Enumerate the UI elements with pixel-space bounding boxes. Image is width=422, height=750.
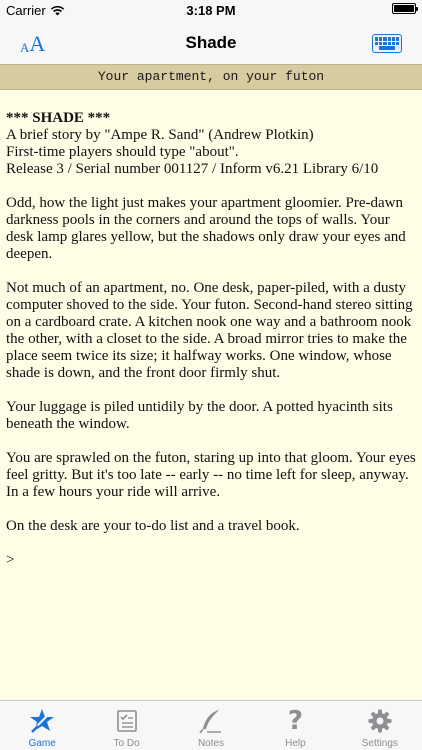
notes-icon — [196, 706, 226, 736]
story-paragraph: Your luggage is piled untidily by the door. A potted hyacinth sits beneath the window. — [6, 399, 393, 432]
tab-help[interactable] — [253, 701, 337, 750]
story-header — [6, 110, 416, 178]
tab-notes[interactable] — [169, 701, 253, 750]
tab-settings-label: Settings — [361, 738, 398, 749]
battery-icon — [392, 3, 416, 14]
story-transcript[interactable] — [0, 90, 422, 700]
font-size-button[interactable]: A A — [20, 31, 46, 56]
tab-notes-label: Notes — [197, 738, 225, 749]
settings-icon — [365, 706, 395, 736]
tab-game-label: Game — [28, 738, 56, 749]
tab-todo-label: To Do — [113, 738, 140, 749]
todo-icon — [112, 706, 142, 736]
story-hint: First-time players should type "about". — [6, 144, 239, 160]
status-right — [390, 3, 416, 14]
story-paragraph: Not much of an apartment, no. One desk, paper-piled, with a dusty computer shoved to the side. Your futon. Second-hand stereo sitting on a cardboard crate. A kitchen nook one way and a bathroom nook the other, with a closet to the side. A broad mirror tries to make the place seem twice its size; it halfway works. One window, whose shade is down, and the front door firmly shut. — [6, 280, 413, 381]
tab-settings[interactable] — [338, 701, 422, 750]
story-paragraph: Odd, how the light just makes your apartment gloomier. Pre-dawn darkness pools in the corners and around the tops of walls. Your desk lamp glares yellow, but the shadows only draw your eyes and deepen. — [6, 195, 406, 262]
tab-todo[interactable] — [84, 701, 168, 750]
carrier-label: Carrier — [6, 3, 46, 18]
tab-bar — [0, 700, 422, 750]
tab-help-label: Help — [285, 738, 306, 749]
keyboard-button[interactable] — [372, 34, 402, 53]
command-prompt[interactable]: > — [6, 552, 15, 568]
status-bar — [0, 0, 422, 22]
help-icon: ? — [287, 706, 303, 736]
page-title: Shade — [185, 33, 237, 52]
status-time: 3:18 PM — [186, 3, 236, 18]
navigation-bar — [0, 22, 422, 64]
game-icon — [27, 706, 57, 736]
font-size-icon: A — [20, 40, 30, 55]
location-bar: Your apartment, on your futon — [0, 64, 422, 90]
tab-game[interactable] — [0, 701, 84, 750]
story-title: *** SHADE *** — [6, 110, 111, 126]
keyboard-icon — [375, 37, 378, 41]
story-release: Release 3 / Serial number 001127 / Inform v6.21 Library 6/10 — [6, 161, 379, 177]
story-paragraph: On the desk are your to-do list and a travel book. — [6, 518, 300, 534]
story-byline: A brief story by "Ampe R. Sand" (Andrew Plotkin) — [6, 127, 314, 143]
story-paragraph: You are sprawled on the futon, staring up into that gloom. Your eyes feel gritty. But it's too late -- early -- no time left for sleep, anyway. In a few hours your ride will arrive. — [6, 450, 416, 500]
